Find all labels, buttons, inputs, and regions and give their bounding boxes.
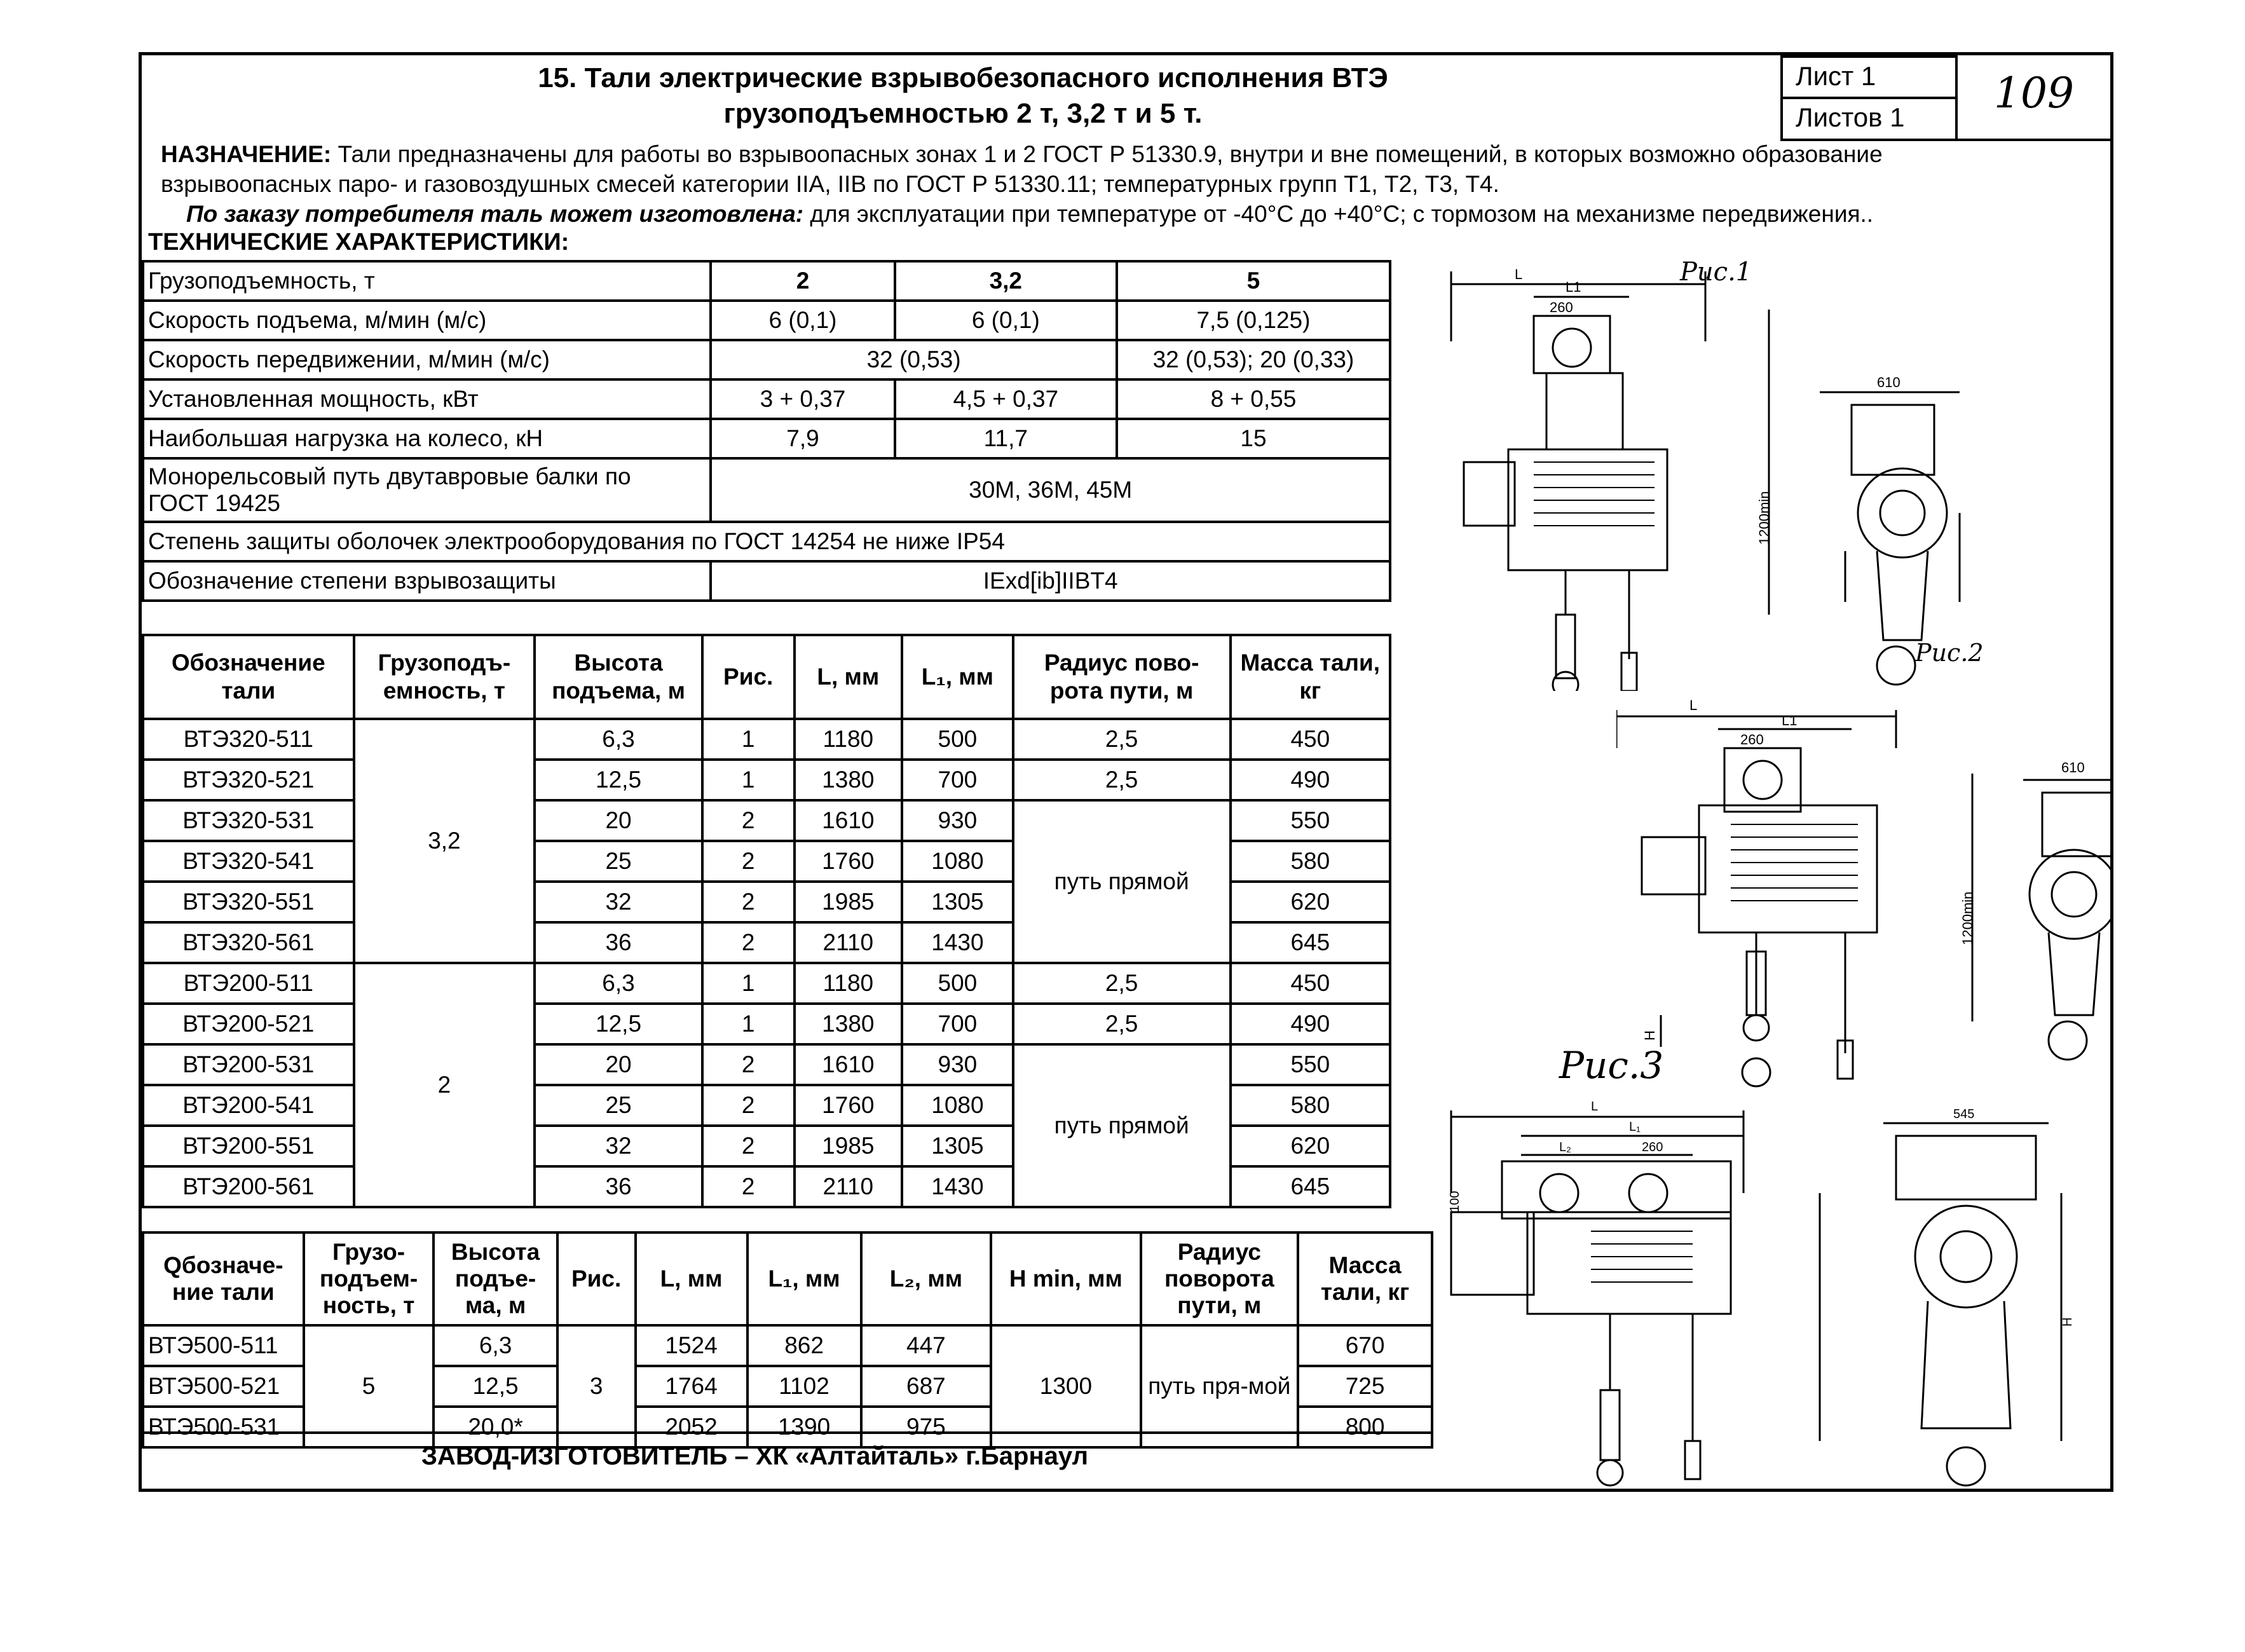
cell-radius: путь пря-мой [1141,1325,1299,1447]
cell-fig: 1 [702,760,795,800]
cell-L1: 930 [902,800,1013,841]
spec-value: IExd[ib]IIBT4 [711,561,1390,601]
figure-1-drawing [1438,246,2112,691]
cell-height: 32 [535,1126,702,1166]
cell-L1: 1080 [902,1085,1013,1126]
col-header: H min, мм [991,1232,1140,1325]
spec-value: 6 (0,1) [895,301,1117,340]
col-header: Высота подъе-ма, м [433,1232,557,1325]
title-stamp [1780,55,2110,141]
col-header: Радиус поворота пути, м [1141,1232,1299,1325]
cell-mass: 450 [1231,719,1390,760]
spec-table [142,260,1391,602]
col-header: Рис. [702,635,795,719]
fig3-L2-label: L₂ [1559,1140,1571,1154]
manufacturer-footer: ЗАВОД-ИЗГОТОВИТЕЛЬ – ХК «Алтайталь» г.Барнаул [421,1442,1089,1470]
cell-capacity: 5 [304,1325,434,1447]
footer-divider [142,1431,1433,1434]
cell-L: 1985 [795,882,903,922]
table-row [143,719,1390,760]
fig3-L1-label: L₁ [1629,1120,1641,1134]
spec-cap-5: 5 [1117,261,1390,301]
fig3-label: Рис.3 [1559,1044,1664,1087]
title-line-1: 15. Тали электрические взрывобезопасного исполнения ВТЭ [538,62,1388,93]
cell-fig: 1 [702,963,795,1004]
cell-fig: 2 [702,800,795,841]
cell-hmin: 1300 [991,1325,1140,1447]
cell-fig: 1 [702,1004,795,1044]
cell-capacity: 3,2 [354,719,535,963]
cell-L1: 862 [747,1325,861,1366]
monorail-label-2: ГОСТ 19425 [148,490,280,516]
fig3-L-label: L [1591,1100,1599,1114]
spec-row-power [143,379,1390,419]
cell-height: 12,5 [535,1004,702,1044]
cell-L1: 1102 [747,1366,861,1407]
spec-value: 15 [1117,419,1390,458]
cell-radius: путь прямой [1013,800,1231,963]
page-title [142,55,1784,132]
cell-L: 1524 [636,1325,747,1366]
spec-label: Наибольшая нагрузка на колесо, кН [143,419,711,458]
models-table [142,634,1391,1208]
cell-L2: 447 [861,1325,992,1366]
tech-heading: ТЕХНИЧЕСКИЕ ХАРАКТЕРИСТИКИ: [148,229,570,256]
spec-label [143,458,711,522]
table-row [143,1044,1390,1085]
models-header-row [143,635,1390,719]
cell-fig: 1 [702,719,795,760]
cell-mass: 450 [1231,963,1390,1004]
spec-label: Обозначение степени взрывозащиты [143,561,711,601]
spec-value: 8 + 0,55 [1117,379,1390,419]
spec-cap-32: 3,2 [895,261,1117,301]
table-row [143,800,1390,841]
cell-name: ВТЭ320-511 [143,719,354,760]
cell-name: ВТЭ200-511 [143,963,354,1004]
spec-label: Степень защиты оболочек электрооборудования по ГОСТ 14254 не ниже IP54 [143,522,1390,561]
spec-row-wheel-load [143,419,1390,458]
col-header: L₂, мм [861,1232,992,1325]
cell-L: 1380 [795,1004,903,1044]
spec-cap-2: 2 [711,261,894,301]
cell-L: 1764 [636,1366,747,1407]
cell-radius: 2,5 [1013,719,1231,760]
spec-value: 4,5 + 0,37 [895,379,1117,419]
cell-L1: 1390 [747,1407,861,1447]
cell-height: 20 [535,800,702,841]
cell-radius: 2,5 [1013,963,1231,1004]
cell-height: 32 [535,882,702,922]
cell-height: 12,5 [433,1366,557,1407]
cell-L1: 1430 [902,1166,1013,1207]
cell-fig: 2 [702,1085,795,1126]
table-row [143,1325,1432,1366]
cell-mass: 645 [1231,1166,1390,1207]
monorail-label-1: Монорельсовый путь двутавровые балки по [148,463,631,489]
cell-name: ВТЭ200-541 [143,1085,354,1126]
col-header: L, мм [636,1232,747,1325]
cell-height: 36 [535,922,702,963]
cell-fig: 2 [702,1126,795,1166]
fig2-label: Рис.2 [1915,639,1984,667]
cell-L1: 500 [902,963,1013,1004]
cell-name: ВТЭ200-561 [143,1166,354,1207]
spec-row-protection [143,522,1390,561]
fig1-L-label: L [1515,266,1523,282]
figure-3-drawing [1438,1085,2112,1492]
col-header: Масса тали, кг [1231,635,1390,719]
cell-mass: 580 [1231,1085,1390,1126]
cell-fig: 2 [702,1044,795,1085]
purpose-text-1: Тали предназначены для работы во взрывоопасных зонах 1 и 2 ГОСТ Р 51330.9, внутри и вне помещений, в которых возможно образование [331,141,1883,167]
cell-name: ВТЭ500-511 [143,1325,304,1366]
cell-name: ВТЭ500-521 [143,1366,304,1407]
col-header: Радиус пово-рота пути, м [1013,635,1231,719]
cell-L: 2110 [795,1166,903,1207]
cell-L: 1180 [795,963,903,1004]
cell-L1: 500 [902,719,1013,760]
cell-L: 1760 [795,1085,903,1126]
cell-radius: путь прямой [1013,1044,1231,1207]
cell-name: ВТЭ320-531 [143,800,354,841]
cell-L: 2110 [795,922,903,963]
spec-value: 6 (0,1) [711,301,894,340]
cell-name: ВТЭ200-551 [143,1126,354,1166]
cell-height: 6,3 [433,1325,557,1366]
col-header: Рис. [557,1232,636,1325]
cell-L1: 1305 [902,882,1013,922]
cell-mass: 645 [1231,922,1390,963]
purpose-label: НАЗНАЧЕНИЕ: [161,141,332,167]
fig1-1200-label: 1200min [1756,491,1772,545]
fig1-260-label: 260 [1550,299,1573,315]
col-header: Грузоподъ-емность, т [354,635,535,719]
cell-height: 6,3 [535,963,702,1004]
models-5t-header-row [143,1232,1432,1325]
cell-L: 1610 [795,800,903,841]
fig2-L1-label: L1 [1782,713,1798,728]
cell-L: 2052 [636,1407,747,1447]
spec-value: 7,5 (0,125) [1117,301,1390,340]
page-number: 109 [1955,55,2110,141]
cell-mass: 490 [1231,1004,1390,1044]
figure-2-drawing [1616,646,2112,1104]
cell-name: ВТЭ500-531 [143,1407,304,1447]
cell-mass: 725 [1298,1366,1432,1407]
cell-name: ВТЭ320-551 [143,882,354,922]
title-line-2: грузоподъемностью 2 т, 3,2 т и 5 т. [723,98,1203,129]
spec-value: 30М, 36М, 45М [711,458,1390,522]
cell-L2: 687 [861,1366,992,1407]
table-row [143,963,1390,1004]
cell-fig: 3 [557,1325,636,1447]
cell-radius: 2,5 [1013,1004,1231,1044]
cell-radius: 2,5 [1013,760,1231,800]
cell-L1: 1080 [902,841,1013,882]
fig1-label: Рис.1 [1680,257,1752,287]
cell-fig: 2 [702,841,795,882]
spec-row-travel-speed [143,340,1390,379]
cell-height: 20 [535,1044,702,1085]
cell-L: 1610 [795,1044,903,1085]
spec-label: Грузоподъемность, т [143,261,711,301]
fig3-100-label: 100 [1448,1191,1462,1212]
cell-mass: 550 [1231,800,1390,841]
cell-L: 1985 [795,1126,903,1166]
spec-label: Скорость подъема, м/мин (м/с) [143,301,711,340]
cell-height: 12,5 [535,760,702,800]
cell-mass: 800 [1298,1407,1432,1447]
col-header: L₁, мм [902,635,1013,719]
cell-mass: 550 [1231,1044,1390,1085]
cell-mass: 620 [1231,882,1390,922]
col-header: L₁, мм [747,1232,861,1325]
spec-row-capacity [143,261,1390,301]
spec-value: 3 + 0,37 [711,379,894,419]
fig2-610-label: 610 [2061,760,2085,775]
purpose-block [161,139,2093,229]
sheet-label: Лист 1 [1780,55,1958,99]
fig3-260-label: 260 [1642,1140,1663,1154]
cell-mass: 580 [1231,841,1390,882]
table-row [143,1004,1390,1044]
sheets-label: Листов 1 [1780,97,1958,141]
cell-fig: 2 [702,882,795,922]
order-text: для эксплуатации при температуре от -40°С до +40°С; с тормозом на механизме передвижения.. [803,201,1874,227]
cell-height: 20,0* [433,1407,557,1447]
cell-L1: 1430 [902,922,1013,963]
cell-capacity: 2 [354,963,535,1207]
fig2-260-label: 260 [1740,732,1764,747]
cell-L: 1180 [795,719,903,760]
cell-height: 36 [535,1166,702,1207]
cell-fig: 2 [702,1166,795,1207]
spec-row-monorail [143,458,1390,522]
models-5t-table [142,1231,1433,1449]
col-header: Qбозначе-ние тали [143,1232,304,1325]
cell-mass: 620 [1231,1126,1390,1166]
purpose-text-2: взрывоопасных паро- и газовоздушных смесей категории IIA, IIB по ГОСТ Р 51330.11; температурных групп Т1, Т2, Т3, Т4. [161,171,1499,197]
cell-L: 1760 [795,841,903,882]
col-header: Высота подъема, м [535,635,702,719]
spec-value: 32 (0,53); 20 (0,33) [1117,340,1390,379]
cell-mass: 490 [1231,760,1390,800]
fig3-545-label: 545 [1953,1107,1975,1121]
spec-label: Скорость передвижении, м/мин (м/с) [143,340,711,379]
cell-name: ВТЭ320-541 [143,841,354,882]
document-sheet [139,52,2113,1492]
fig3-H-label: H [2061,1317,2075,1327]
spec-label: Установленная мощность, кВт [143,379,711,419]
fig1-610-label: 610 [1877,374,1900,390]
spec-row-lift-speed [143,301,1390,340]
order-label: По заказу потребителя таль может изготовлена: [186,201,804,227]
col-header: Грузо-подъем-ность, т [304,1232,434,1325]
spec-row-explosion [143,561,1390,601]
cell-fig: 2 [702,922,795,963]
spec-value: 11,7 [895,419,1117,458]
col-header: L, мм [795,635,903,719]
cell-L1: 930 [902,1044,1013,1085]
cell-L1: 1305 [902,1126,1013,1166]
cell-name: ВТЭ200-521 [143,1004,354,1044]
fig2-1200-label: 1200min [1960,891,1975,945]
cell-mass: 670 [1298,1325,1432,1366]
table-row [143,760,1390,800]
col-header: Масса тали, кг [1298,1232,1432,1325]
spec-value: 7,9 [711,419,894,458]
cell-L1: 700 [902,760,1013,800]
fig2-H-label: H [1642,1030,1658,1041]
cell-L1: 700 [902,1004,1013,1044]
spec-value: 32 (0,53) [711,340,1117,379]
fig2-L-label: L [1689,697,1698,713]
cell-L: 1380 [795,760,903,800]
cell-height: 6,3 [535,719,702,760]
cell-height: 25 [535,841,702,882]
col-header: Обозначение тали [143,635,354,719]
cell-height: 25 [535,1085,702,1126]
cell-name: ВТЭ320-561 [143,922,354,963]
fig1-L1-label: L1 [1566,279,1581,295]
cell-name: ВТЭ320-521 [143,760,354,800]
cell-name: ВТЭ200-531 [143,1044,354,1085]
cell-L2: 975 [861,1407,992,1447]
